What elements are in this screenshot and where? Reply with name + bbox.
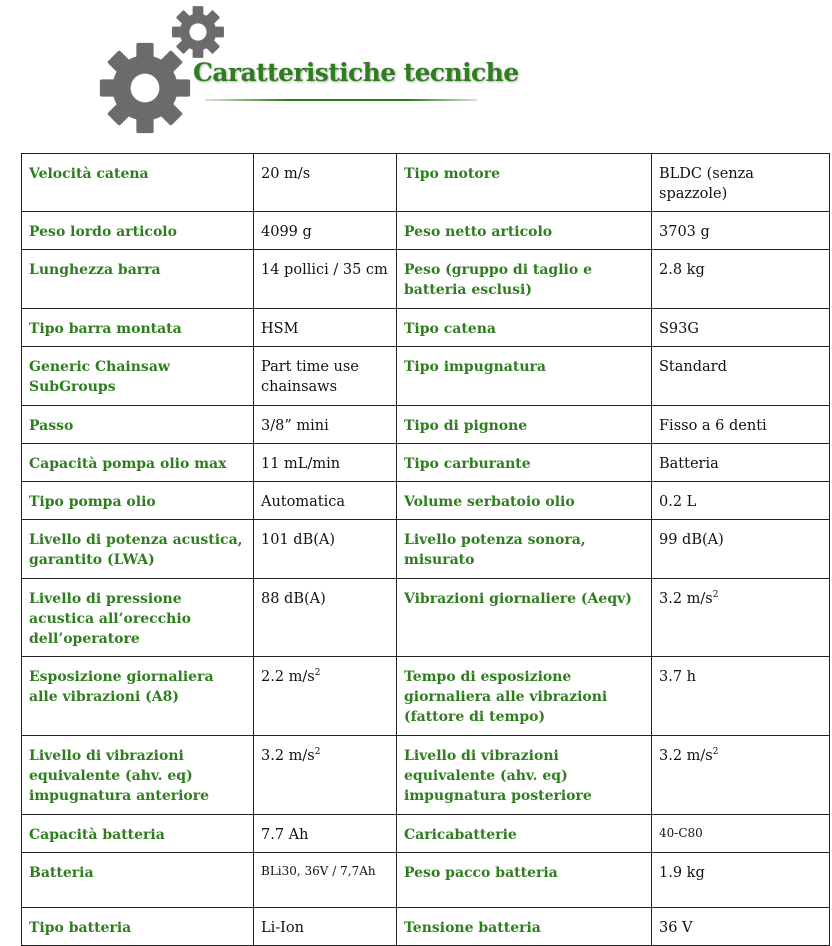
spec-value: S93G: [652, 309, 830, 347]
spec-label: Capacità pompa olio max: [22, 444, 254, 482]
spec-label: Peso lordo articolo: [22, 212, 254, 250]
title-underline: [205, 99, 477, 101]
spec-value: 2.2 $m/s^2$: [254, 657, 397, 736]
spec-label: Tipo catena: [397, 309, 652, 347]
spec-label: Livello di vibrazioni equivalente (ahv. eq) impugnatura posteriore: [397, 736, 652, 815]
spec-value: 11 mL/min: [254, 444, 397, 482]
spec-value: 3703 g: [652, 212, 830, 250]
table-row: [22, 444, 830, 482]
spec-label: Caricabatterie: [397, 815, 652, 853]
table-row: [22, 154, 830, 212]
spec-label: Capacità batteria: [22, 815, 254, 853]
specs-table: [21, 153, 830, 946]
table-row: [22, 657, 830, 736]
spec-label: Livello di potenza acustica, garantito (LWA): [22, 520, 254, 579]
spec-value: BLDC (senza spazzole): [652, 154, 830, 212]
table-row: [22, 406, 830, 444]
page-title: Caratteristiche tecniche: [193, 58, 519, 87]
spec-value: 101 dB(A): [254, 520, 397, 579]
spec-value: 2.8 kg: [652, 250, 830, 309]
spec-label: Tipo impugnatura: [397, 347, 652, 406]
spec-label: Peso pacco batteria: [397, 853, 652, 908]
spec-value: Fisso a 6 denti: [652, 406, 830, 444]
spec-value: 99 dB(A): [652, 520, 830, 579]
table-row: [22, 853, 830, 908]
table-row: [22, 309, 830, 347]
table-row: [22, 736, 830, 815]
spec-value: 3/8” mini: [254, 406, 397, 444]
spec-label: Tipo motore: [397, 154, 652, 212]
spec-value: 1.9 kg: [652, 853, 830, 908]
spec-label: Vibrazioni giornaliere (Aeqv): [397, 579, 652, 657]
spec-label: Tipo batteria: [22, 908, 254, 946]
table-row: [22, 347, 830, 406]
spec-label: Batteria: [22, 853, 254, 908]
spec-label: Peso netto articolo: [397, 212, 652, 250]
spec-value: Part time use chainsaws: [254, 347, 397, 406]
spec-label: Tipo barra montata: [22, 309, 254, 347]
spec-label: Peso (gruppo di taglio e batteria esclusi): [397, 250, 652, 309]
table-row: [22, 579, 830, 657]
table-row: [22, 815, 830, 853]
spec-value: Li-Ion: [254, 908, 397, 946]
spec-value: BLi30, 36V / 7,7Ah: [254, 853, 397, 908]
spec-label: Tipo carburante: [397, 444, 652, 482]
spec-value: 7.7 Ah: [254, 815, 397, 853]
spec-value: 20 m/s: [254, 154, 397, 212]
spec-value: 36 V: [652, 908, 830, 946]
spec-label: Tipo pompa olio: [22, 482, 254, 520]
spec-value: 40-C80: [652, 815, 830, 853]
spec-value: 3.7 h: [652, 657, 830, 736]
spec-label: Passo: [22, 406, 254, 444]
table-row: [22, 250, 830, 309]
spec-value: Standard: [652, 347, 830, 406]
spec-value: 3.2 $m/s^2$: [652, 736, 830, 815]
table-row: [22, 908, 830, 946]
spec-value: 14 pollici / 35 cm: [254, 250, 397, 309]
spec-label: Generic Chainsaw SubGroups: [22, 347, 254, 406]
spec-label: Tempo di esposizione giornaliera alle vibrazioni (fattore di tempo): [397, 657, 652, 736]
spec-label: Tipo di pignone: [397, 406, 652, 444]
spec-value: 88 dB(A): [254, 579, 397, 657]
spec-value: Batteria: [652, 444, 830, 482]
spec-label: Livello potenza sonora, misurato: [397, 520, 652, 579]
spec-label: Lunghezza barra: [22, 250, 254, 309]
spec-value: HSM: [254, 309, 397, 347]
spec-value: 3.2 $m/s^2$: [652, 579, 830, 657]
table-row: [22, 520, 830, 579]
spec-value: Automatica: [254, 482, 397, 520]
spec-label: Volume serbatoio olio: [397, 482, 652, 520]
spec-label: Tensione batteria: [397, 908, 652, 946]
spec-label: Esposizione giornaliera alle vibrazioni (A8): [22, 657, 254, 736]
table-row: [22, 482, 830, 520]
spec-value: 4099 g: [254, 212, 397, 250]
spec-value: 0.2 L: [652, 482, 830, 520]
spec-label: Livello di vibrazioni equivalente (ahv. eq) impugnatura anteriore: [22, 736, 254, 815]
header: [0, 0, 832, 150]
spec-label: Livello di pressione acustica all’orecchio dell’operatore: [22, 579, 254, 657]
table-row: [22, 212, 830, 250]
spec-value: 3.2 $m/s^2$: [254, 736, 397, 815]
spec-label: Velocità catena: [22, 154, 254, 212]
gear-small-icon: [171, 5, 225, 59]
